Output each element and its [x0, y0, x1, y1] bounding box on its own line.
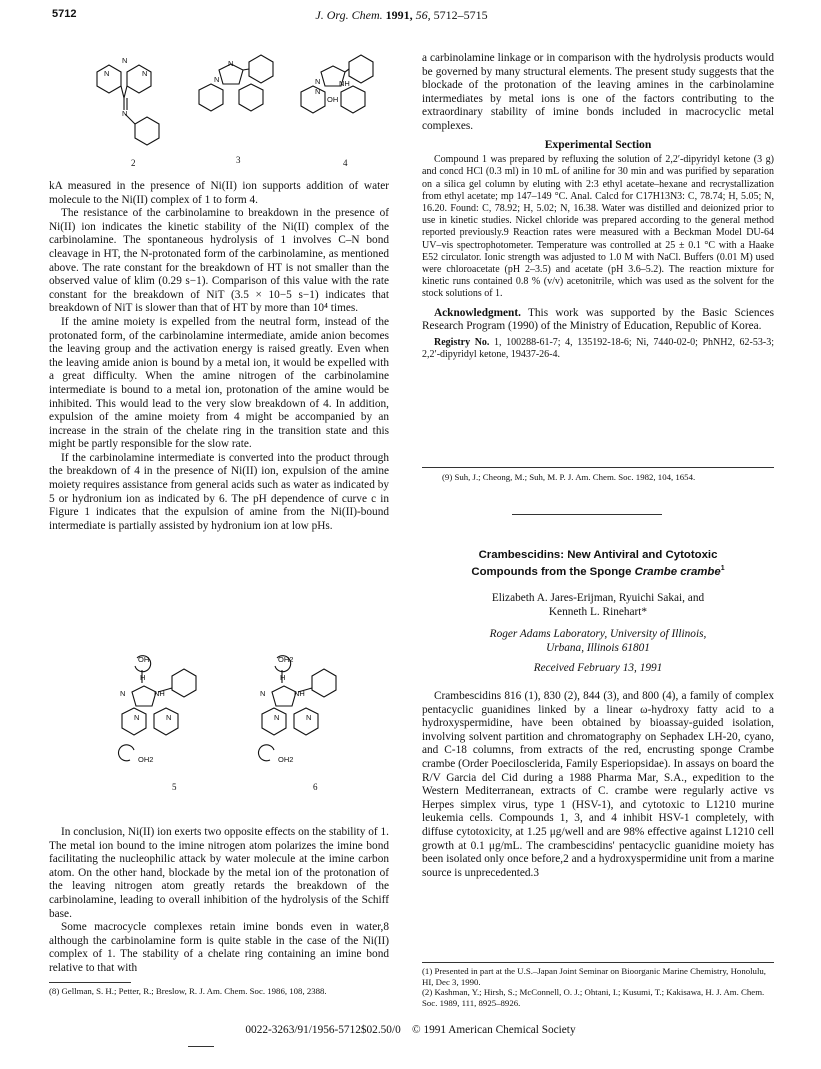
paragraph: In conclusion, Ni(II) ion exerts two opposite effects on the stability of 1. The metal ion bound to the imine nitrogen atom polarizes the imine bond facilitating the nucleophilic attack by water molecule at the imine carbon atom. On the other hand, blockade by the metal ion of the protonation of the leaving nitrogen atom greatly retards the breakdown of the carbinolamine, leading to overall inhibition of the hydrolysis of the Schiff base. — [49, 826, 389, 920]
atom-label: OH — [327, 95, 339, 104]
paragraph: kA measured in the presence of Ni(II) ion supports addition of water molecule to the Ni(II) complex of 1 to form 4. — [49, 180, 389, 206]
affiliation-line: Roger Adams Laboratory, University of Illinois, — [489, 628, 707, 640]
atom-label: NH — [294, 689, 305, 698]
experimental-heading: Experimental Section — [544, 137, 652, 151]
atom-label: N — [306, 713, 312, 722]
footnote-rule — [49, 982, 131, 983]
experimental-text: Compound 1 was prepared by refluxing the solution of 2,2′-dipyridyl ketone (3 g) and concd HCl (0.3 ml) in 10 mL of aniline for 30 min and was purified by separation on a silica gel column by eluting with 2:3 ethyl acetate–hexane and recrystallization from ethyl acetate; mp 147–149 °C. Anal. Calcd for C17H13N3: C, 78.74; H, 5.05; N, 16.20. Found: C, 78.92; H, 5.02; N, 16.38. Water was distilled and deionized prior to use in kinetic studies. Nickel chloride was prepared according to the general method reported previously.9 Reaction rates were measured with a Beckman Model DU-64 UV–vis spectrophotometer. Temperature was controlled at 25 ± 0.1 °C with a Haake E52 circulator. Ionic strength was adjusted to 1.0 M with NaCl. Buffers (0.01 M) used were chloroacetate (pH 2–3.5) and acetate (pH 3.6–5.2). The reaction mixture for kinetic runs contained 0.8 % (v/v) acetonitrile, which was used as the solvent for the stock solutions of 1. — [422, 154, 774, 300]
atom-label: H — [280, 673, 286, 682]
paragraph: If the carbinolamine intermediate is converted into the product through the breakdown of 4 in the presence of Ni(II) ion, expulsion of the amine moiety requires assistance from general acids such as water as indicated by 5 or hydronium ion as indicated by 6. The pH dependence of curve c in Figure 1 indicates that the expulsion of amine from the Ni(II)-bound intermediate is partially assisted by hydronium ion at low pHs. — [49, 451, 389, 532]
atom-label: N — [228, 59, 234, 68]
paragraph: Some macrocycle complexes retain imine bonds even in water,8 although the carbinolamine form is quite stable in the case of the Ni(II) complex of 1. The stability of a chelate ring containing an imine bond relative to that with — [49, 921, 389, 974]
page-number: 5712 — [52, 8, 77, 20]
phenyl-ring — [172, 669, 196, 697]
affiliation — [422, 628, 774, 655]
registry — [422, 337, 774, 361]
footnote-rule — [422, 467, 774, 468]
article-separator — [512, 514, 662, 515]
title-line-1: Crambescidins: New Antiviral and Cytotoxic — [478, 549, 718, 561]
journal-code: 0022-3263/91/1956-5712$02.50/0 — [245, 1024, 401, 1036]
left-column-lower — [49, 826, 389, 976]
registry-text: 1, 100288-61-7; 4, 135192-18-6; Ni, 7440-02-0; PhNH2, 62-53-3; 2,2′-dipyridyl ketone, 19437-26-4. — [422, 336, 774, 360]
page-footer — [0, 1024, 821, 1036]
atom-label: N — [315, 77, 321, 86]
structures-2-3-4 — [49, 50, 389, 175]
title-sup: 1 — [720, 565, 725, 572]
right-column-upper — [422, 52, 774, 361]
compound-label: 6 — [313, 782, 318, 792]
authors-line: Elizabeth A. Jares-Erijman, Ryuichi Sakai, and — [491, 592, 705, 604]
phenyl-ring — [135, 117, 159, 145]
paragraph: a carbinolamine linkage or in comparison with the hydrolysis products would be governed by many structural elements. The present study suggests that the blockade of the protonation of the leaving amines in the carbinolamine intermediates by metal ions is one of the factors contributing to the extraordinary stability of imine bonds included in macrocyclic metal complexes. — [422, 52, 774, 132]
pyridine-ring — [239, 84, 263, 111]
title-line-2: Compounds from the Sponge Crambe crambe$^1$ — [471, 565, 725, 578]
atom-label: N — [166, 713, 172, 722]
received-date: Received February 13, 1991 — [533, 662, 663, 674]
title-italic: Crambe crambe — [634, 565, 721, 578]
compound-label: 4 — [343, 158, 348, 168]
footnote-2: (2) Kashman, Y.; Hirsh, S.; McConnell, O. J.; Ohtani, I.; Kusumi, T.; Kakisawa, H. J. Am. Chem. Soc. 1989, 111, 8925–8926. — [422, 987, 765, 1008]
atom-label: OH2 — [278, 755, 294, 764]
atom-label: OH2 — [138, 755, 154, 764]
atom-label: NH — [154, 689, 165, 698]
atom-label: N — [315, 87, 321, 96]
atom-label: N — [142, 69, 148, 78]
compound-label: 2 — [131, 158, 136, 168]
affiliation-line: Urbana, Illinois 61801 — [546, 641, 650, 654]
atom-label: N — [120, 689, 126, 698]
footnote-1: (1) Presented in part at the U.S.–Japan Joint Seminar on Bioorganic Marine Chemistry, Honolulu, HI, Dec 3, 1990. — [422, 966, 766, 987]
left-column-upper — [49, 180, 389, 533]
ack-heading: Acknowledgment. — [434, 306, 521, 319]
journal-year: 1991, — [385, 8, 413, 22]
acknowledgment — [422, 307, 774, 334]
atom-label: NH — [339, 79, 350, 88]
atom-label: N — [122, 109, 128, 118]
authors — [422, 592, 774, 619]
footnote-9: (9) Suh, J.; Cheong, M.; Suh, M. P. J. Am. Chem. Soc. 1982, 104, 1654. — [442, 472, 696, 482]
phenyl-ring — [249, 55, 273, 83]
paragraph: If the amine moiety is expelled from the neutral form, instead of the protonated form, of the carbinolamine intermediate, amide anion becomes the leaving group and the activation energy is raised greatly. Even when the leaving amide anion is bound by a metal ion, it would be expelled with a great difficulty. When the amine nitrogen of the carbinolamine intermediate is bound to a metal ion, protonation of the amine would be inhibited. This would lead to the very slow breakdown of 4. In addition, expulsion of the amine moiety from 4 might be accompanied by an increase in the strain of the chelate ring in the transition state and this might be partly responsible for the slow rate. — [49, 315, 389, 451]
paragraph: The resistance of the carbinolamine to breakdown in the presence of Ni(II) ion indicates the kinetic stability of the Ni(II) complex of the carbinolamine. The spontaneous hydrolysis of 1 involves C–N bond cleavage in HT, the N-protonated form of the carbinolamine, as mentioned above. The rate constant for the breakdown of HT is not smaller than the observed value of klim (0.29 s−1). Comparison of this value with the rate constant for the breakdown of NiT (3.5 × 10−5 s−1) indicates that breakdown of NiT is slower than that of HT by more than 10⁴ times. — [49, 207, 389, 315]
atom-label: N — [122, 56, 128, 65]
compound-label: 5 — [172, 782, 177, 792]
journal-pages: 5712–5715 — [433, 8, 488, 22]
ring — [132, 686, 156, 706]
article-title — [422, 548, 774, 579]
structures-5-6 — [110, 648, 350, 798]
atom-label: N — [134, 713, 140, 722]
abstract — [422, 690, 774, 880]
registry-heading: Registry No. — [434, 336, 490, 348]
footer-rule — [188, 1046, 214, 1047]
footnote-rule — [422, 962, 774, 963]
phenyl-ring — [349, 55, 373, 83]
pyridine-ring — [199, 84, 223, 111]
ring — [272, 686, 296, 706]
abstract-paragraph: Crambescidins 816 (1), 830 (2), 844 (3), and 800 (4), a family of complex pentacyclic guanidines linked by a linear ω-hydroxy fatty acid to a hydroxyspermidine, have been obtained by bioassay-guided isolation, involving solvent partition and chromatography on Sephadex LH-20, cyano, and C-18 columns, from extracts of the red, encrusting sponge Crambe crambe (Order Poecilosclerida, Family Esperiopsidae). In assays on board the R/V Garcia del Cid during a 1988 Pharma Mar, S.A., expedition to the Western Mediterranean, extracts of C. crambe were regularly active vs Herpes simplex virus, type 1 (HSV-1), and cytotoxic to L1210 murine leukemia cells. Compounds 1, 3, and 4 inhibit HSV-1 completely, with diffuse cytotoxicity, at 1.25 μg/well and are 98% effective against L1210 cell growth at 0.1 μg/mL. The crambescidins' pentacyclic guanidine moiety has been isolated only once before,2 and a hydroxyspermidine unit from a marine source is unprecedented.3 — [422, 690, 774, 879]
authors-line: Kenneth L. Rinehart* — [548, 605, 648, 618]
atom-label: N — [104, 69, 110, 78]
atom-label: H — [140, 673, 146, 682]
phenyl-ring — [312, 669, 336, 697]
atom-label: N — [214, 75, 220, 84]
page-header — [52, 8, 751, 26]
compound-label: 3 — [236, 155, 241, 165]
journal-citation — [52, 8, 751, 23]
journal-volume: 56, — [415, 8, 431, 22]
copyright: © 1991 American Chemical Society — [412, 1024, 576, 1036]
ack-text: This work was supported by the Basic Sciences Research Program (1990) of the Ministry of Education, Republic of Korea. — [422, 306, 774, 333]
atom-label: OH — [138, 655, 150, 664]
pyridine-ring — [341, 86, 365, 113]
footnote-8: (8) Gellman, S. H.; Petter, R.; Breslow, R. J. Am. Chem. Soc. 1986, 108, 2388. — [49, 986, 327, 996]
atom-label: N — [260, 689, 266, 698]
footnotes-right — [422, 966, 774, 1008]
atom-label: N — [274, 713, 280, 722]
atom-label: OH2 — [278, 655, 294, 664]
pyridine-ring — [301, 86, 325, 113]
journal-name: J. Org. Chem. — [315, 8, 383, 22]
